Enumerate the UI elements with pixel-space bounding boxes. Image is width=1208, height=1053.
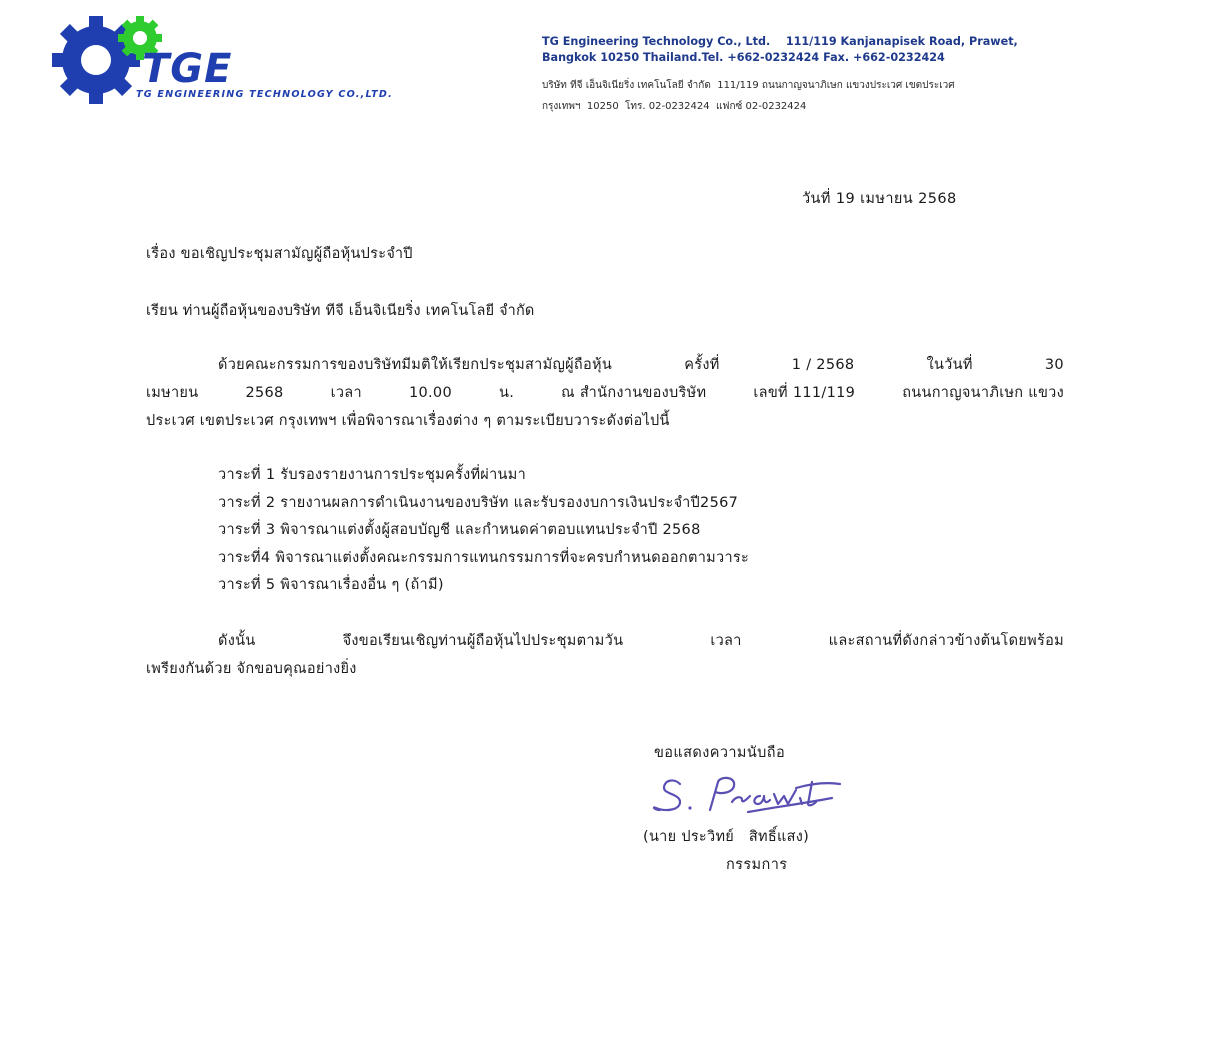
intro-line-1-part-4: ในวันที่ xyxy=(926,357,973,373)
intro-line-3: ประเวศ เขตประเวศ กรุงเทพฯ เพื่อพิจารณาเรื่องต่าง ๆ ตามระเบียบวาระดังต่อไปนี้ xyxy=(146,413,670,429)
intro-line-1-part-5: 30 xyxy=(1044,357,1064,373)
intro-line-2 xyxy=(146,379,1064,407)
letter-salutation: เรียน ท่านผู้ถือหุ้นของบริษัท ทีจี เอ็นจิเนียริ่ง เทคโนโลยี จำกัด xyxy=(146,303,535,319)
closing-line-1-part-3: เวลา xyxy=(710,633,742,649)
company-address-th-line2: กรุงเทพฯ 10250 โทร. 02-0232424 แฟกซ์ 02-0232424 xyxy=(542,101,807,112)
closing-line-1 xyxy=(146,627,1064,655)
closing-line-2: เพรียงกันด้วย จักขอบคุณอย่างยิ่ง xyxy=(146,661,357,677)
company-address-en-line2: Bangkok 10250 Thailand.Tel. +662-0232424 Fax. +662-0232424 xyxy=(542,50,945,64)
intro-line-2-part-4: 10.00 xyxy=(408,385,452,401)
logo-subtitle: TG ENGINEERING TECHNOLOGY CO.,LTD. xyxy=(136,89,393,100)
closing-paragraph xyxy=(146,627,1064,683)
intro-line-2-part-1: เมษายน xyxy=(146,385,199,401)
intro-line-2-part-8: ถนนกาญจนาภิเษก แขวง xyxy=(902,385,1064,401)
company-logo xyxy=(52,14,432,106)
intro-line-2-part-7: เลขที่ 111/119 xyxy=(753,385,856,401)
agenda-item: วาระที่4 พิจารณาแต่งตั้งคณะกรรมการแทนกรรมการที่จะครบกำหนดออกตามวาระ xyxy=(218,549,750,566)
logo-wordmark: TGE xyxy=(142,46,233,92)
company-address-en-line1: TG Engineering Technology Co., Ltd. 111/119 Kanjanapisek Road, Prawet, xyxy=(542,35,1018,48)
closing-salutation: ขอแสดงความนับถือ xyxy=(654,745,786,761)
intro-line-1 xyxy=(146,351,1064,379)
company-address-th-line1: บริษัท ทีจี เอ็นจิเนียริ่ง เทคโนโลยี จำกัด 111/119 ถนนกาญจนาภิเษก แขวงประเวศ เขตประเวศ xyxy=(542,80,955,91)
company-address-block xyxy=(542,34,1142,117)
closing-line-1-part-1: ดังนั้น xyxy=(218,633,256,649)
agenda-item: วาระที่ 5 พิจารณาเรื่องอื่น ๆ (ถ้ามี) xyxy=(218,577,444,593)
agenda-list xyxy=(218,462,749,600)
agenda-item: วาระที่ 1 รับรองรายงานการประชุมครั้งที่ผ่านมา xyxy=(218,467,527,483)
intro-line-1-part-1: ด้วยคณะกรรมการของบริษัทมีมติให้เรียกประชุมสามัญผู้ถือหุ้น xyxy=(218,357,613,373)
intro-line-2-part-6: ณ สำนักงานของบริษัท xyxy=(561,385,707,401)
intro-line-1-part-3: 1 / 2568 xyxy=(791,357,855,373)
signer-title: กรรมการ xyxy=(726,857,788,873)
intro-paragraph xyxy=(146,351,1064,435)
letter-date: วันที่ 19 เมษายน 2568 xyxy=(802,191,957,207)
intro-line-2-part-3: เวลา xyxy=(330,385,362,401)
intro-line-2-part-2: 2568 xyxy=(245,385,284,401)
signer-name: (นาย ประวิทย์ สิทธิ์แสง) xyxy=(643,829,810,845)
intro-line-2-part-5: น. xyxy=(499,385,515,401)
closing-line-1-part-2: จึงขอเรียนเชิญท่านผู้ถือหุ้นไปประชุมตามวัน xyxy=(342,633,624,649)
handwritten-signature xyxy=(650,772,846,818)
intro-line-1-part-2: ครั้งที่ xyxy=(684,357,720,373)
agenda-item: วาระที่ 3 พิจารณาแต่งตั้งผู้สอบบัญชี และกำหนดค่าตอบแทนประจำปี 2568 xyxy=(218,522,701,538)
agenda-item: วาระที่ 2 รายงานผลการดำเนินงานของบริษัท และรับรองงบการเงินประจำปี2567 xyxy=(218,494,739,511)
letter-subject: เรื่อง ขอเชิญประชุมสามัญผู้ถือหุ้นประจำปี xyxy=(146,246,413,262)
closing-line-1-part-4: และสถานที่ดังกล่าวข้างต้นโดยพร้อม xyxy=(828,633,1064,649)
